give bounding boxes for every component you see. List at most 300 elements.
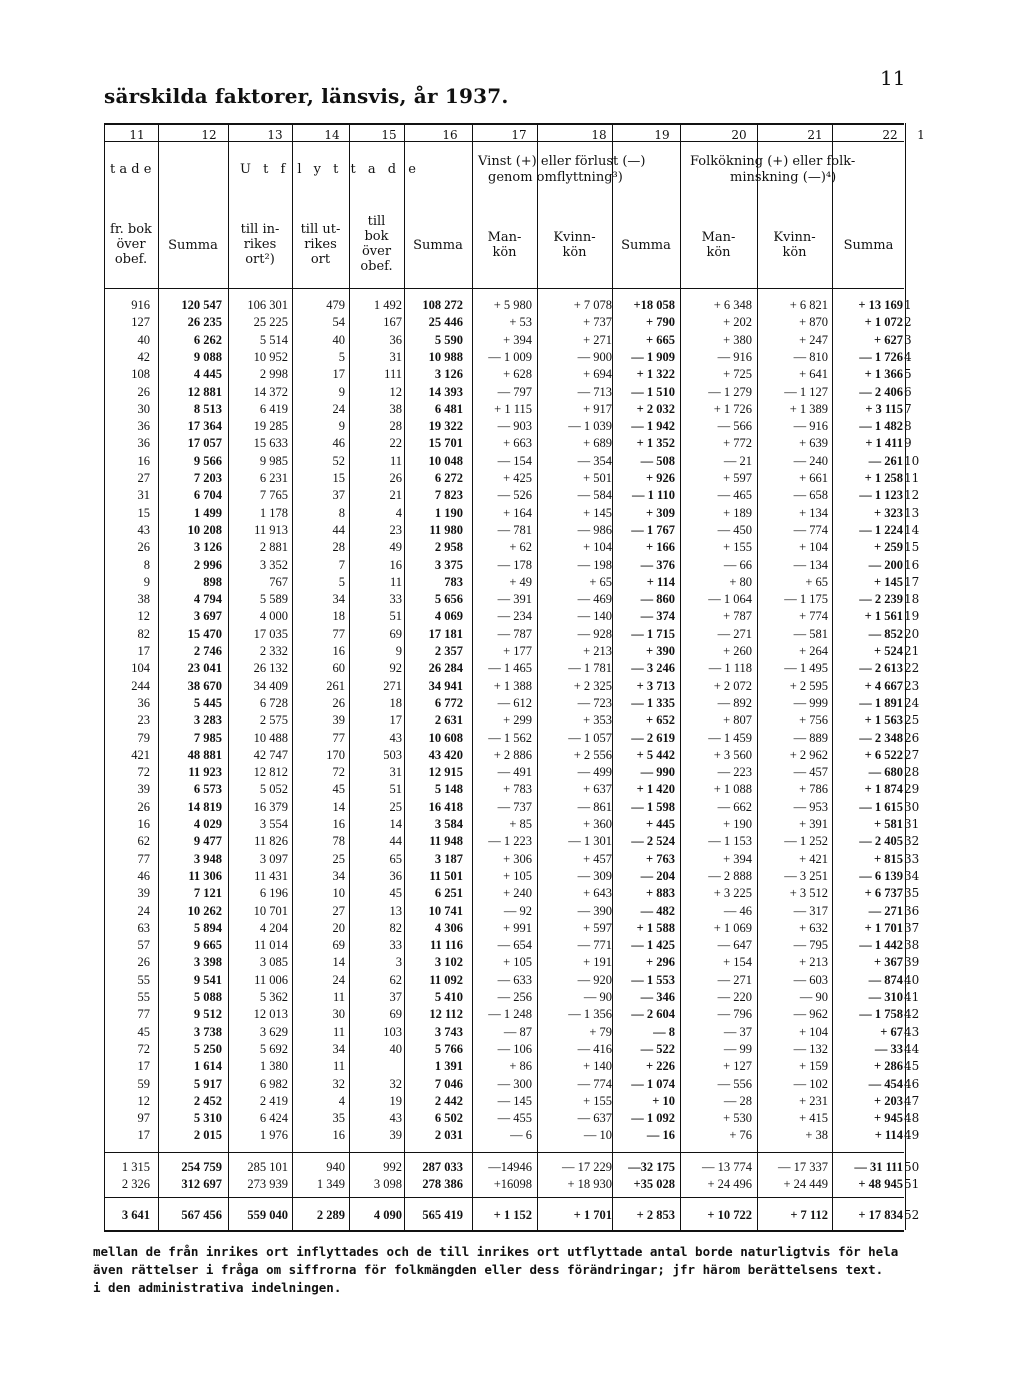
table-cell: 37 [332,488,345,502]
row-number: 21 [904,644,920,658]
table-cell: + 309 [646,506,675,520]
table-cell: — 774 [793,523,828,537]
table-cell: — 374 [640,609,675,623]
table-cell: — 1 153 [708,834,752,848]
table-cell: + 10 [652,1094,675,1108]
table-cell: 22 [389,436,402,450]
table-cell: 278 386 [422,1177,463,1191]
table-cell: + 1 411 [865,436,903,450]
table-cell: — 1 495 [784,661,828,675]
table-cell: + 1 874 [864,782,903,796]
row-number: 6 [904,385,912,399]
table-cell: — 1 279 [708,385,752,399]
sub-header-c14 [294,222,347,267]
table-cell: 25 446 [428,315,463,329]
sub-header-c21 [759,230,830,260]
column-divider [832,123,833,1230]
table-cell: + 105 [503,869,532,883]
table-cell: 34 [332,592,345,606]
table-cell: — 261 [868,454,903,468]
table-cell: — 1 118 [708,661,752,675]
row-number: 36 [904,904,920,918]
table-cell: — 240 [793,454,828,468]
table-cell: — 31 111 [854,1160,903,1174]
table-cell: 7 046 [434,1077,463,1091]
column-divider [680,123,681,1230]
column-number: 22 [882,128,898,142]
table-cell: 6 728 [259,696,288,710]
table-cell: 103 [383,1025,402,1039]
column-divider [537,123,538,1230]
table-cell: — 300 [497,1077,532,1091]
table-cell: — 37 [723,1025,752,1039]
table-cell: — 1 510 [631,385,675,399]
table-cell: — 1 425 [631,938,675,952]
table-cell: 12 812 [253,765,288,779]
table-cell: 3 398 [193,955,222,969]
table-cell: 54 [332,315,345,329]
column-number: 12 [201,128,217,142]
table-cell: 39 [389,1128,402,1142]
table-cell: 5 052 [259,782,288,796]
table-cell: — 17 229 [562,1160,612,1174]
table-cell: + 10 722 [707,1208,752,1222]
table-cell: 4 069 [434,609,463,623]
table-cell: + 323 [874,506,903,520]
table-cell: 18 [332,609,345,623]
table-cell: — 33 [874,1042,903,1056]
table-cell: + 2 325 [573,679,612,693]
table-cell: — 916 [717,350,752,364]
table-cell: 12 112 [429,1007,463,1021]
table-cell: — 416 [577,1042,612,1056]
table-cell: — 892 [717,696,752,710]
table-cell: 55 [137,990,150,1004]
table-cell: + 772 [723,436,752,450]
row-number: 11 [904,471,920,485]
table-cell: 52 [332,454,345,468]
table-cell: 6 272 [434,471,463,485]
table-cell: 28 [332,540,345,554]
table-cell: 15 [332,471,345,485]
table-cell: 31 [389,765,402,779]
table-cell: — 633 [497,973,532,987]
table-cell: 4 204 [259,921,288,935]
table-cell: + 264 [799,644,828,658]
table-cell: 567 456 [181,1208,222,1222]
group-header-tade: t a d e [110,162,152,177]
table-cell: 40 [389,1042,402,1056]
table-cell: + 737 [583,315,612,329]
table-cell: 3 352 [259,558,288,572]
table-cell: — 106 [497,1042,532,1056]
table-cell: 25 225 [253,315,288,329]
table-cell: + 524 [874,644,903,658]
table-cell: — 391 [497,592,532,606]
table-cell: 767 [269,575,288,589]
table-cell: 4 029 [193,817,222,831]
table-cell: 2 031 [434,1128,463,1142]
table-cell: — 234 [497,609,532,623]
table-cell: — 256 [497,990,532,1004]
table-cell: — 465 [717,488,752,502]
table-cell: 19 285 [253,419,288,433]
group-header-folkokning-sub: minskning (—)⁴) [730,170,837,185]
table-cell: 6 262 [193,333,222,347]
table-cell: 3 629 [259,1025,288,1039]
table-cell: + 202 [723,315,752,329]
table-cell: 39 [332,713,345,727]
column-number: 17 [511,128,527,142]
table-cell: 108 [131,367,150,381]
table-cell: 24 [137,904,150,918]
table-cell: — 1 909 [631,350,675,364]
rule-line [104,288,904,289]
table-cell: 12 881 [187,385,222,399]
row-number: 12 [904,488,920,502]
table-cell: + 1 322 [636,367,675,381]
table-cell: — 1 442 [859,938,903,952]
table-cell: 12 [389,385,402,399]
table-cell: + 815 [874,852,903,866]
table-cell: + 637 [583,782,612,796]
table-cell: 6 502 [434,1111,463,1125]
table-cell: + 203 [874,1094,903,1108]
table-cell: 3 743 [434,1025,463,1039]
table-cell: + 725 [723,367,752,381]
row-number: 4 [904,350,912,364]
table-cell: + 231 [799,1094,828,1108]
table-cell: + 2 556 [573,748,612,762]
row-number: 10 [904,454,920,468]
table-cell: 2 289 [316,1208,345,1222]
table-cell: 62 [389,973,402,987]
table-cell: — 134 [793,558,828,572]
table-cell: — 1 767 [631,523,675,537]
table-cell: 7 823 [434,488,463,502]
table-cell: — 145 [497,1094,532,1108]
table-cell: + 597 [583,921,612,935]
table-cell: — 566 [717,419,752,433]
table-cell: 33 [389,938,402,952]
sub-header-c16 [406,238,470,253]
table-cell: 5 917 [193,1077,222,1091]
table-cell: 62 [137,834,150,848]
table-cell: 38 [389,402,402,416]
table-cell: 559 040 [247,1208,288,1222]
table-cell: — 861 [577,800,612,814]
table-cell: — 1 758 [859,1007,903,1021]
group-header-vinst-sub: genom omflyttning³) [488,170,623,185]
table-cell: + 790 [646,315,675,329]
table-cell: 17 364 [187,419,222,433]
table-cell: + 145 [874,575,903,589]
table-cell: 33 [389,592,402,606]
table-cell: + 380 [723,333,752,347]
table-cell: — 787 [497,627,532,641]
table-cell: 5 514 [259,333,288,347]
table-cell: + 213 [799,955,828,969]
table-cell: 5 766 [434,1042,463,1056]
table-cell: + 164 [503,506,532,520]
table-cell: 23 041 [187,661,222,675]
table-cell: — 154 [497,454,532,468]
table-cell: 5 894 [193,921,222,935]
table-cell: + 421 [799,852,828,866]
table-cell: 32 [389,1077,402,1091]
table-cell: +16098 [493,1177,532,1191]
table-cell: 287 033 [422,1160,463,1174]
table-cell: — 3 251 [784,869,828,883]
sub-header-c22 [834,238,903,253]
table-cell: 11 116 [430,938,463,952]
table-cell: 9 985 [259,454,288,468]
table-cell: — 491 [497,765,532,779]
table-cell: 271 [383,679,402,693]
table-cell: + 6 522 [864,748,903,762]
table-cell: 46 [137,869,150,883]
table-cell: 17 181 [428,627,463,641]
table-cell: — 920 [577,973,612,987]
group-header-vinst: Vinst (+) eller förlust (—) [478,154,646,169]
table-cell: + 1 088 [713,782,752,796]
sub-header-line: Summa [843,238,894,253]
table-cell: 14 819 [187,800,222,814]
table-cell: — 13 774 [702,1160,752,1174]
table-cell: 65 [389,852,402,866]
table-cell: + 306 [503,852,532,866]
table-cell: — 713 [577,385,612,399]
row-number: 31 [904,817,920,831]
table-cell: 170 [326,748,345,762]
table-cell: — 1 465 [488,661,532,675]
row-number: 49 [904,1128,920,1142]
table-cell: + 394 [723,852,752,866]
table-cell: 2 996 [193,558,222,572]
table-cell: — 1 064 [708,592,752,606]
table-cell: + 665 [646,333,675,347]
table-cell: + 240 [503,886,532,900]
table-cell: — 584 [577,488,612,502]
table-cell: + 1 152 [493,1208,532,1222]
table-cell: — 28 [723,1094,752,1108]
table-cell: — 317 [793,904,828,918]
table-cell: 1 499 [193,506,222,520]
table-cell: 12 915 [428,765,463,779]
table-cell: 26 [137,955,150,969]
table-cell: + 367 [874,955,903,969]
table-cell: 36 [389,869,402,883]
table-cell: — 66 [723,558,752,572]
table-cell: + 65 [589,575,612,589]
column-number: 11 [129,128,145,142]
table-cell: 9 541 [193,973,222,987]
table-cell: 16 [389,558,402,572]
table-cell: + 1 366 [864,367,903,381]
table-cell: + 48 945 [858,1177,903,1191]
table-cell: — 860 [640,592,675,606]
table-cell: + 286 [874,1059,903,1073]
row-number: 47 [904,1094,920,1108]
table-cell: 3 097 [259,852,288,866]
table-cell: — 1 942 [631,419,675,433]
column-number: 16 [442,128,458,142]
table-cell: — 457 [793,765,828,779]
table-cell: + 299 [503,713,532,727]
table-cell: — 962 [793,1007,828,1021]
table-cell: 51 [389,609,402,623]
table-cell: + 661 [799,471,828,485]
table-cell: — 499 [577,765,612,779]
table-cell: — 2 888 [708,869,752,883]
table-cell: 40 [137,333,150,347]
table-cell: +35 028 [633,1177,675,1191]
table-cell: 8 [143,558,150,572]
row-number: 13 [904,506,920,520]
table-cell: 9 512 [193,1007,222,1021]
table-cell: + 581 [874,817,903,831]
table-cell: 5 589 [259,592,288,606]
sub-header-line: Kvinn- [553,230,596,245]
table-cell: + 2 886 [493,748,532,762]
table-cell: — 3 246 [631,661,675,675]
table-cell: 28 [389,419,402,433]
table-cell: 4 090 [373,1208,402,1222]
table-cell: 6 196 [259,886,288,900]
table-cell: — 2 239 [859,592,903,606]
table-cell: 5 692 [259,1042,288,1056]
column-divider [757,123,758,1230]
table-cell: 77 [137,852,150,866]
table-cell: 72 [137,1042,150,1056]
row-number: 51 [904,1177,920,1191]
table-cell: 46 [332,436,345,450]
table-cell: 1 349 [316,1177,345,1191]
table-cell: 8 513 [193,402,222,416]
table-cell: + 883 [646,886,675,900]
table-cell: + 1 420 [636,782,675,796]
table-cell: + 2 595 [789,679,828,693]
table-cell: 26 235 [187,315,222,329]
table-cell: 82 [389,921,402,935]
table-cell: — 1 781 [568,661,612,675]
table-cell: 106 301 [247,298,288,312]
table-cell: 26 [332,696,345,710]
table-cell: 69 [389,627,402,641]
page-title: särskilda faktorer, länsvis, år 1937. [104,84,509,108]
table-cell: 254 759 [181,1160,222,1174]
footnote-line-1: mellan de från inrikes ort inflyttades och de till inrikes ort utflyttade antal borde naturligtvis för hela [93,1244,899,1259]
table-cell: — 178 [497,558,532,572]
table-cell: 2 015 [193,1128,222,1142]
table-cell: — 17 337 [778,1160,828,1174]
sub-header-line: kön [782,245,807,260]
table-cell: — 2 613 [859,661,903,675]
table-cell: + 226 [646,1059,675,1073]
table-cell: 1 614 [193,1059,222,1073]
table-cell: 5 250 [193,1042,222,1056]
table-cell: — 469 [577,592,612,606]
sub-header-line: rikes [243,237,277,252]
table-cell: 1 380 [259,1059,288,1073]
sub-header-line: Summa [621,238,671,253]
sub-header-line: bok [364,229,389,244]
table-cell: 3 283 [193,713,222,727]
table-cell: + 353 [583,713,612,727]
table-cell: + 53 [509,315,532,329]
table-cell: 5 088 [193,990,222,1004]
table-cell: 3 375 [434,558,463,572]
table-cell: 72 [332,765,345,779]
table-cell: 5 310 [193,1111,222,1125]
sub-header-line: obef. [360,259,393,274]
table-cell: 16 418 [428,800,463,814]
table-cell: 40 [332,333,345,347]
table-cell: + 663 [503,436,532,450]
table-cell: 17 057 [187,436,222,450]
table-cell: + 155 [723,540,752,554]
table-cell: + 4 667 [864,679,903,693]
table-cell: 7 985 [193,731,222,745]
sub-header-c17 [474,230,535,260]
table-cell: + 5 980 [493,298,532,312]
table-cell: + 1 115 [494,402,532,416]
table-cell: 11 [389,575,402,589]
table-cell: + 271 [583,333,612,347]
table-cell: 1 315 [121,1160,150,1174]
footnote-line-2: även rättelser i fråga om siffrorna för folkmängden eller dess förändringar; jfr härom berättelsens text. [93,1262,884,1277]
table-cell: — 204 [640,869,675,883]
table-cell: 5 656 [434,592,463,606]
table-cell: 4 000 [259,609,288,623]
table-cell: 11 501 [429,869,463,883]
footnote-line-3: i den administrativa indelningen. [93,1280,342,1295]
table-cell: 26 132 [253,661,288,675]
table-cell: + 530 [723,1111,752,1125]
table-cell: 36 [137,419,150,433]
table-cell: 16 [332,644,345,658]
row-number: 48 [904,1111,920,1125]
table-cell: + 13 169 [858,298,903,312]
table-cell: — 1 252 [784,834,828,848]
table-cell: 5 [338,350,345,364]
table-cell: — 581 [793,627,828,641]
table-cell: 5 445 [193,696,222,710]
row-number: 42 [904,1007,920,1021]
sub-header-c13 [230,222,290,267]
table-cell: 45 [389,886,402,900]
table-cell: — 346 [640,990,675,1004]
table-cell: + 763 [646,852,675,866]
table-cell: 79 [137,731,150,745]
table-cell: + 1 561 [864,609,903,623]
table-cell: 38 [137,592,150,606]
table-cell: 4 [338,1094,345,1108]
table-cell: 7 203 [193,471,222,485]
table-cell: — 1 127 [784,385,828,399]
table-cell: + 628 [503,367,532,381]
group-header-folkokning: Folkökning (+) eller folk- [690,154,856,169]
table-cell: 10 [332,886,345,900]
table-cell: 36 [137,436,150,450]
table-cell: + 24 496 [707,1177,752,1191]
table-cell: 60 [332,661,345,675]
table-cell: 13 [389,904,402,918]
table-cell: 43 420 [428,748,463,762]
table-cell: — 1 301 [568,834,612,848]
row-number: 29 [904,782,920,796]
table-cell: — 1 715 [631,627,675,641]
